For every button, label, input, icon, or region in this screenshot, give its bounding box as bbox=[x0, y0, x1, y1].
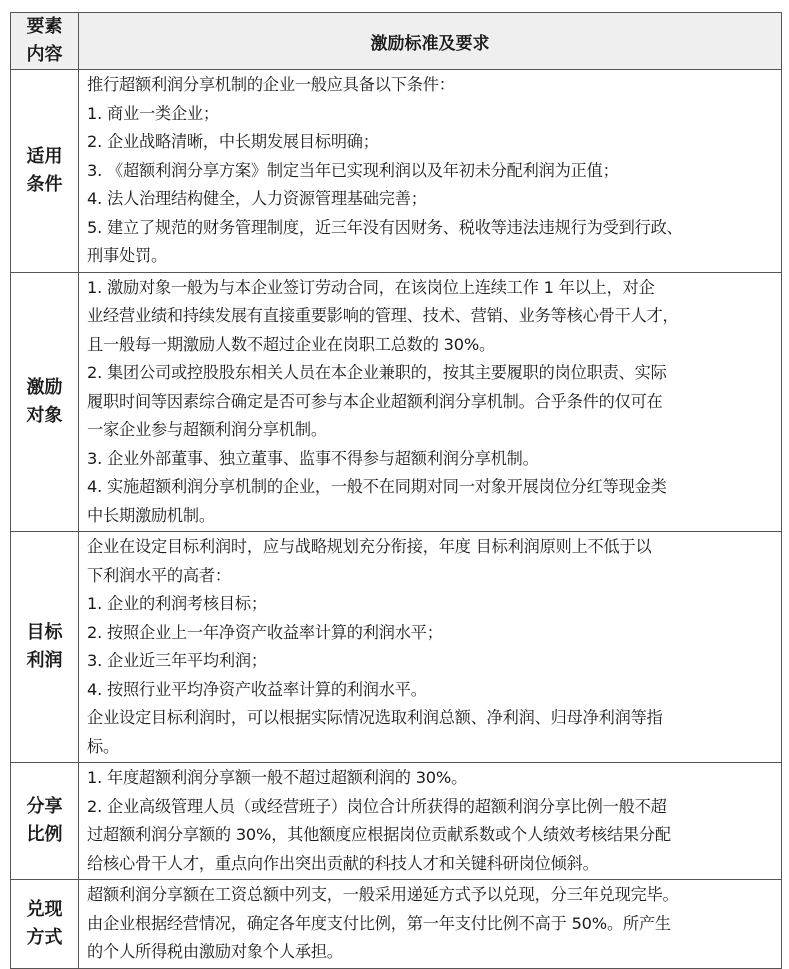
content-line: 由企业根据经营情况，确定各年度支付比例，第一年支付比例不高于 50%。所产生 bbox=[87, 913, 671, 933]
content-line: 3. 企业外部董事、独立董事、监事不得参与超额利润分享机制。 bbox=[87, 448, 539, 468]
content-line: 2. 集团公司或控股股东相关人员在本企业兼职的，按其主要履职的岗位职责、实际 bbox=[87, 363, 667, 382]
content-line: 企业在设定目标利润时，应与战略规划充分衔接，年度 目标利润原则上不低于以 bbox=[87, 537, 652, 556]
content-line: 1. 商业一类企业； bbox=[87, 103, 219, 123]
content-line: 2. 企业战略清晰，中长期发展目标明确； bbox=[87, 132, 379, 151]
row-content bbox=[79, 532, 782, 763]
content-line: 刑事处罚。 bbox=[87, 246, 167, 265]
table-row-applicable-conditions bbox=[11, 70, 782, 273]
content-line: 给核心骨干人才，重点向作出突出贡献的科技人才和关键科研岗位倾斜。 bbox=[87, 853, 599, 873]
content-line: 一家企业参与超额利润分享机制。 bbox=[87, 420, 327, 439]
row-label bbox=[11, 70, 79, 273]
row-label bbox=[11, 880, 79, 969]
row-label-line: 目标 bbox=[26, 622, 63, 643]
content-line: 企业设定目标利润时，可以根据实际情况选取利润总额、净利润、归母净利润等指 bbox=[87, 708, 663, 727]
row-label bbox=[11, 532, 79, 763]
row-label bbox=[11, 272, 79, 532]
content-line: 且一般每一期激励人数不超过企业在岗职工总数的 30%。 bbox=[87, 334, 496, 354]
content-line: 3. 《超额利润分享方案》制定当年已实现利润以及年初未分配利润为正值； bbox=[87, 160, 619, 180]
content-line: 2. 企业高级管理人员（或经营班子）岗位合计所获得的超额利润分享比例一般不超 bbox=[87, 796, 667, 816]
table-row-sharing-ratio bbox=[11, 763, 782, 880]
row-label-line: 适用 bbox=[26, 145, 63, 167]
content-line: 1. 企业的利润考核目标； bbox=[87, 594, 267, 613]
row-label-line: 比例 bbox=[26, 824, 63, 845]
row-label-line: 方式 bbox=[26, 926, 63, 948]
content-line: 下利润水平的高者： bbox=[87, 565, 231, 585]
row-content bbox=[79, 880, 782, 969]
row-content bbox=[79, 70, 782, 273]
content-line: 履职时间等因素综合确定是否可参与本企业超额利润分享机制。合乎条件的仅可在 bbox=[87, 391, 663, 411]
content-line: 4. 按照行业平均净资产收益率计算的利润水平。 bbox=[87, 679, 427, 699]
row-label-line: 条件 bbox=[26, 173, 63, 195]
content-line: 业经营业绩和持续发展有直接重要影响的管理、技术、营销、业务等核心骨干人才， bbox=[87, 306, 679, 325]
content-line: 4. 实施超额利润分享机制的企业，一般不在同期对同一对象开展岗位分红等现金类 bbox=[87, 477, 667, 496]
row-label-line: 利润 bbox=[26, 650, 63, 671]
header-label-cell bbox=[11, 13, 79, 70]
table-row-incentive-targets bbox=[11, 272, 782, 532]
content-line: 5. 建立了规范的财务管理制度，近三年没有因财务、税收等违法违规行为受到行政、 bbox=[87, 217, 683, 237]
row-content bbox=[79, 763, 782, 880]
row-label bbox=[11, 763, 79, 880]
content-line: 过超额利润分享额的 30%，其他额度应根据岗位贡献系数或个人绩效考核结果分配 bbox=[87, 825, 671, 844]
row-label-line: 分享 bbox=[26, 796, 63, 817]
content-line: 3. 企业近三年平均利润； bbox=[87, 651, 267, 670]
incentive-requirements-table bbox=[10, 12, 782, 969]
header-label-line: 要素 bbox=[26, 16, 63, 37]
row-label-line: 对象 bbox=[26, 404, 63, 426]
content-line: 1. 年度超额利润分享额一般不超过超额利润的 30%。 bbox=[87, 768, 468, 787]
content-line: 的个人所得税由激励对象个人承担。 bbox=[87, 942, 343, 961]
row-content bbox=[79, 272, 782, 532]
table-header-row bbox=[11, 13, 782, 70]
content-line: 中长期激励机制。 bbox=[87, 505, 215, 525]
table-row-target-profit bbox=[11, 532, 782, 763]
content-line: 推行超额利润分享机制的企业一般应具备以下条件： bbox=[87, 75, 455, 94]
header-label-line: 内容 bbox=[26, 44, 63, 65]
table-row-payout-method bbox=[11, 880, 782, 969]
content-line: 2. 按照企业上一年净资产收益率计算的利润水平； bbox=[87, 622, 443, 642]
content-line: 标。 bbox=[87, 736, 119, 756]
content-line: 1. 激励对象一般为与本企业签订劳动合同，在该岗位上连续工作 1 年以上，对企 bbox=[87, 277, 655, 297]
content-line: 4. 法人治理结构健全，人力资源管理基础完善； bbox=[87, 189, 427, 208]
header-title: 激励标准及要求 bbox=[79, 13, 782, 70]
row-label-line: 兑现 bbox=[26, 898, 63, 920]
row-label-line: 激励 bbox=[26, 376, 63, 398]
content-line: 超额利润分享额在工资总额中列支，一般采用递延方式予以兑现，分三年兑现完毕。 bbox=[87, 885, 679, 904]
